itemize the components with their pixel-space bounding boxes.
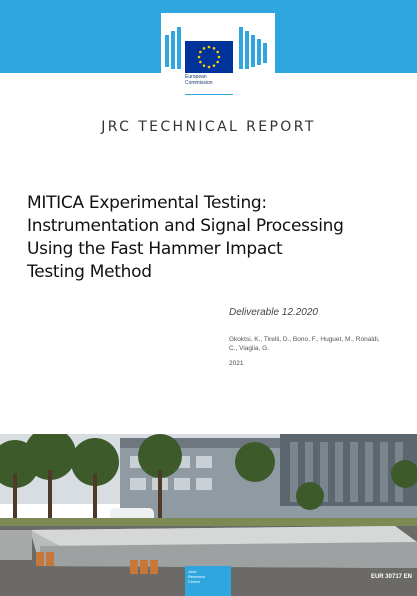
jrc-logo-line-1: Joint [188,569,197,574]
eu-star-icon [203,64,206,67]
jrc-logo [185,566,231,596]
eu-star-icon [216,51,219,54]
ec-word-european: European [185,74,207,80]
title-line-4: Testing Method [27,262,152,282]
jrc-logo-line-3: Centre [188,579,201,584]
eur-number: EUR 30717 EN [370,574,412,580]
authors-list: Gkoktsi, K., Tirelli, D., Bono, F., Huguet, M., Ronaldi, C., Viaglia, G. [229,336,380,352]
series-title: JRC TECHNICAL REPORT [101,119,316,135]
eu-star-icon [218,56,221,59]
deliverable-label: Deliverable 12.2020 [229,307,318,318]
ec-underline [185,94,233,95]
jrc-logo-line-2: Research [188,574,206,579]
jrc-logo-text [188,569,205,584]
report-title [27,192,387,284]
ec-building-icon [161,13,275,97]
eu-star-icon [213,47,216,50]
ec-word-commission: Commission [185,80,213,86]
title-line-3: Using the Fast Hammer Impact [27,239,283,259]
european-commission-logo [161,13,275,97]
title-line-1: MITICA Experimental Testing: [27,193,267,213]
eu-star-icon [199,61,202,64]
eu-star-icon [208,46,211,49]
publication-year: 2021 [229,360,244,367]
eu-star-icon [199,51,202,54]
eu-star-icon [198,56,201,59]
title-line-2: Instrumentation and Signal Processing [27,216,344,236]
eu-star-icon [203,47,206,50]
eu-star-icon [213,64,216,67]
eu-star-icon [208,66,211,69]
eu-star-icon [216,61,219,64]
ec-wordmark [185,74,213,86]
